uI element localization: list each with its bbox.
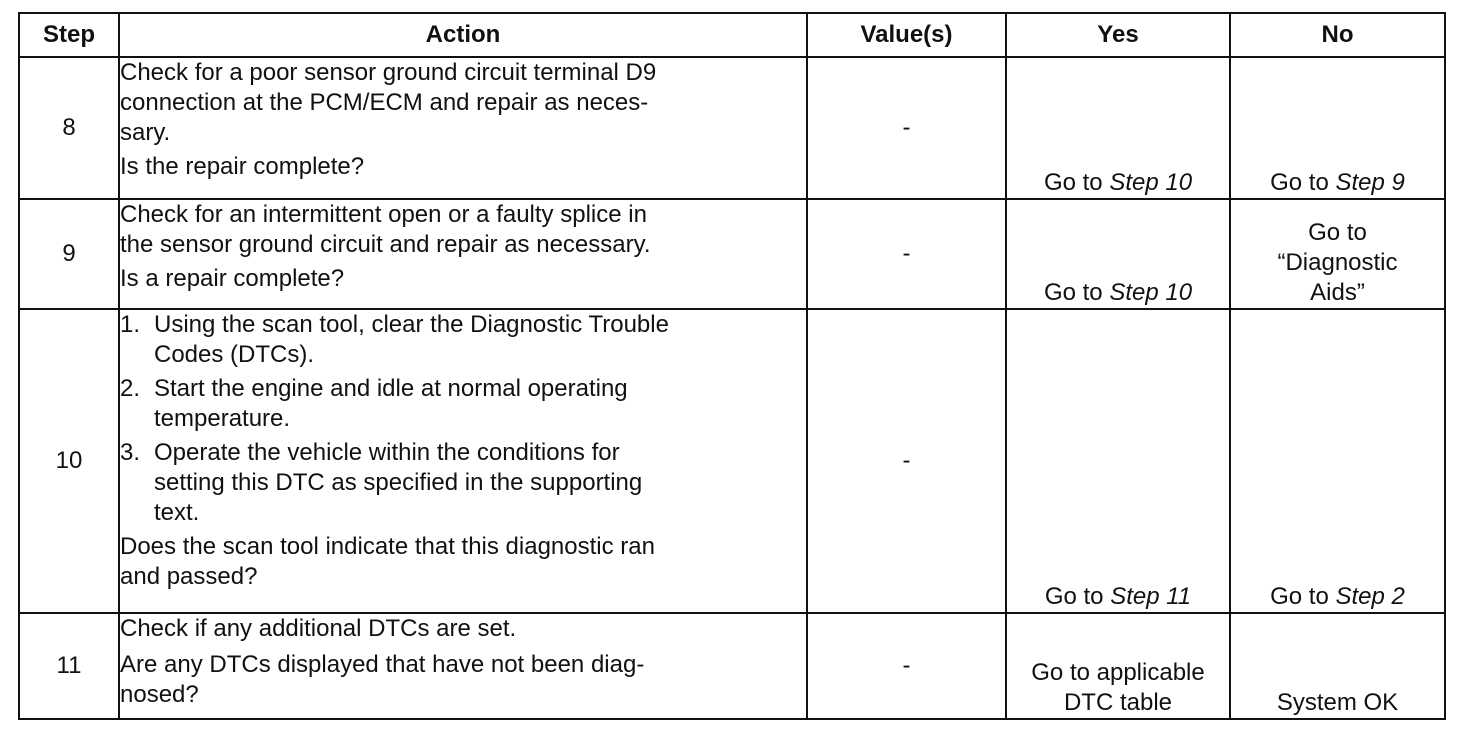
substep-number: 3. (120, 439, 141, 466)
step-number: 8 (19, 57, 119, 199)
value-cell: - (807, 199, 1006, 309)
yes-step-link: Step 10 (1109, 169, 1193, 196)
value-cell: - (807, 309, 1006, 613)
no-cell (1230, 199, 1445, 309)
action-line: Check if any additional DTCs are set. (120, 615, 517, 642)
substep-list (120, 310, 806, 528)
table-row-step-8 (19, 57, 1445, 199)
header-row (19, 13, 1445, 57)
yes-cell (1006, 57, 1230, 199)
no-cell: System OK (1230, 613, 1445, 719)
substep-line: Operate the vehicle within the conditions for (154, 439, 620, 466)
action-question: nosed? (120, 681, 199, 708)
substep-line: Using the scan tool, clear the Diagnostic Trouble (154, 311, 669, 338)
no-line: Aids” (1310, 279, 1365, 306)
step-number: 11 (19, 613, 119, 719)
value-cell: - (807, 57, 1006, 199)
table-row-step-11 (19, 613, 1445, 719)
step-number: 10 (19, 309, 119, 613)
header-step: Step (19, 13, 119, 57)
yes-prefix: Go to (1044, 583, 1111, 610)
substep-line: Start the engine and idle at normal operating (154, 375, 628, 402)
action-question: Is a repair complete? (120, 265, 345, 292)
yes-step-link: Step 11 (1110, 583, 1192, 610)
no-cell (1230, 57, 1445, 199)
no-cell (1230, 309, 1445, 613)
substep-item (120, 310, 806, 370)
action-line: Check for a poor sensor ground circuit terminal D9 (120, 59, 657, 86)
yes-step-link: Step 10 (1109, 279, 1193, 306)
action-cell (119, 199, 807, 309)
substep-line: setting this DTC as specified in the supporting (154, 469, 643, 496)
no-line: “Diagnostic (1277, 249, 1398, 276)
action-cell (119, 613, 807, 719)
diagnostic-table (18, 12, 1446, 720)
action-question: Is the repair complete? (120, 153, 365, 180)
no-prefix: Go to (1270, 169, 1336, 196)
substep-number: 2. (120, 375, 141, 402)
yes-cell (1006, 199, 1230, 309)
action-line: sary. (120, 119, 171, 146)
action-question: Does the scan tool indicate that this diagnostic ran (120, 533, 655, 560)
value-cell: - (807, 613, 1006, 719)
header-yes: Yes (1006, 13, 1230, 57)
action-question: Are any DTCs displayed that have not been diag- (120, 651, 645, 678)
yes-prefix: Go to (1043, 169, 1110, 196)
yes-prefix: Go to (1043, 279, 1110, 306)
substep-number: 1. (120, 311, 141, 338)
action-cell (119, 309, 807, 613)
header-action: Action (119, 13, 807, 57)
substep-line: text. (154, 499, 200, 526)
yes-line: Go to applicable (1031, 659, 1205, 686)
substep-item (120, 438, 806, 528)
substep-item (120, 374, 806, 434)
yes-cell (1006, 309, 1230, 613)
action-question: and passed? (120, 563, 258, 590)
step-number: 9 (19, 199, 119, 309)
no-line: Go to (1308, 219, 1367, 246)
header-no: No (1230, 13, 1445, 57)
yes-line: DTC table (1063, 689, 1173, 716)
substep-line: temperature. (154, 405, 291, 432)
action-line: Check for an intermittent open or a faulty splice in (120, 201, 647, 228)
table-row-step-9 (19, 199, 1445, 309)
yes-cell (1006, 613, 1230, 719)
action-line: connection at the PCM/ECM and repair as neces- (120, 89, 649, 116)
action-cell (119, 57, 807, 199)
substep-line: Codes (DTCs). (154, 341, 315, 368)
no-step-link: Step 9 (1335, 169, 1405, 196)
no-step-link: Step 2 (1335, 583, 1405, 610)
table-row-step-10 (19, 309, 1445, 613)
action-line: the sensor ground circuit and repair as necessary. (120, 231, 651, 258)
no-prefix: Go to (1270, 583, 1336, 610)
header-values: Value(s) (807, 13, 1006, 57)
